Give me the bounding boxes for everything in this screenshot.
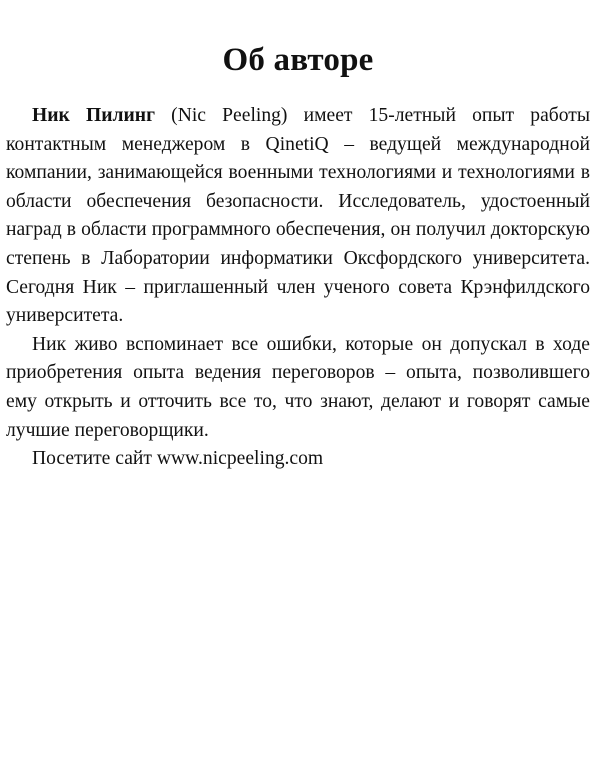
- author-bio-text: (Nic Peeling) имеет 15-летный опыт работы контактным менеджером в QinetiQ – ведущей международной компании, занимающейся военными технологиями и технологиями в области обеспечения безопасности. Исследователь, удостоенный наград в области программного обеспечения, он получил докторскую степень в Лаборатории информатики Оксфордского университета. Сегодня Ник – приглашенный член ученого совета Крэнфилдского университета.: [6, 105, 591, 327]
- paragraph-author-bio: [6, 102, 590, 331]
- author-name: Ник Пилинг: [32, 105, 155, 126]
- page-title: Об авторе: [222, 42, 374, 78]
- paragraph-experience: Ник живо вспоминает все ошибки, которые он допускал в ходе приобретения опыта ведения переговоров – опыта, позволившего ему открыть и отточить все то, что знают, делают и говорят самые лучшие переговорщики.: [6, 333, 590, 441]
- paragraph-website: Посетите сайт www.nicpeeling.com: [32, 448, 324, 470]
